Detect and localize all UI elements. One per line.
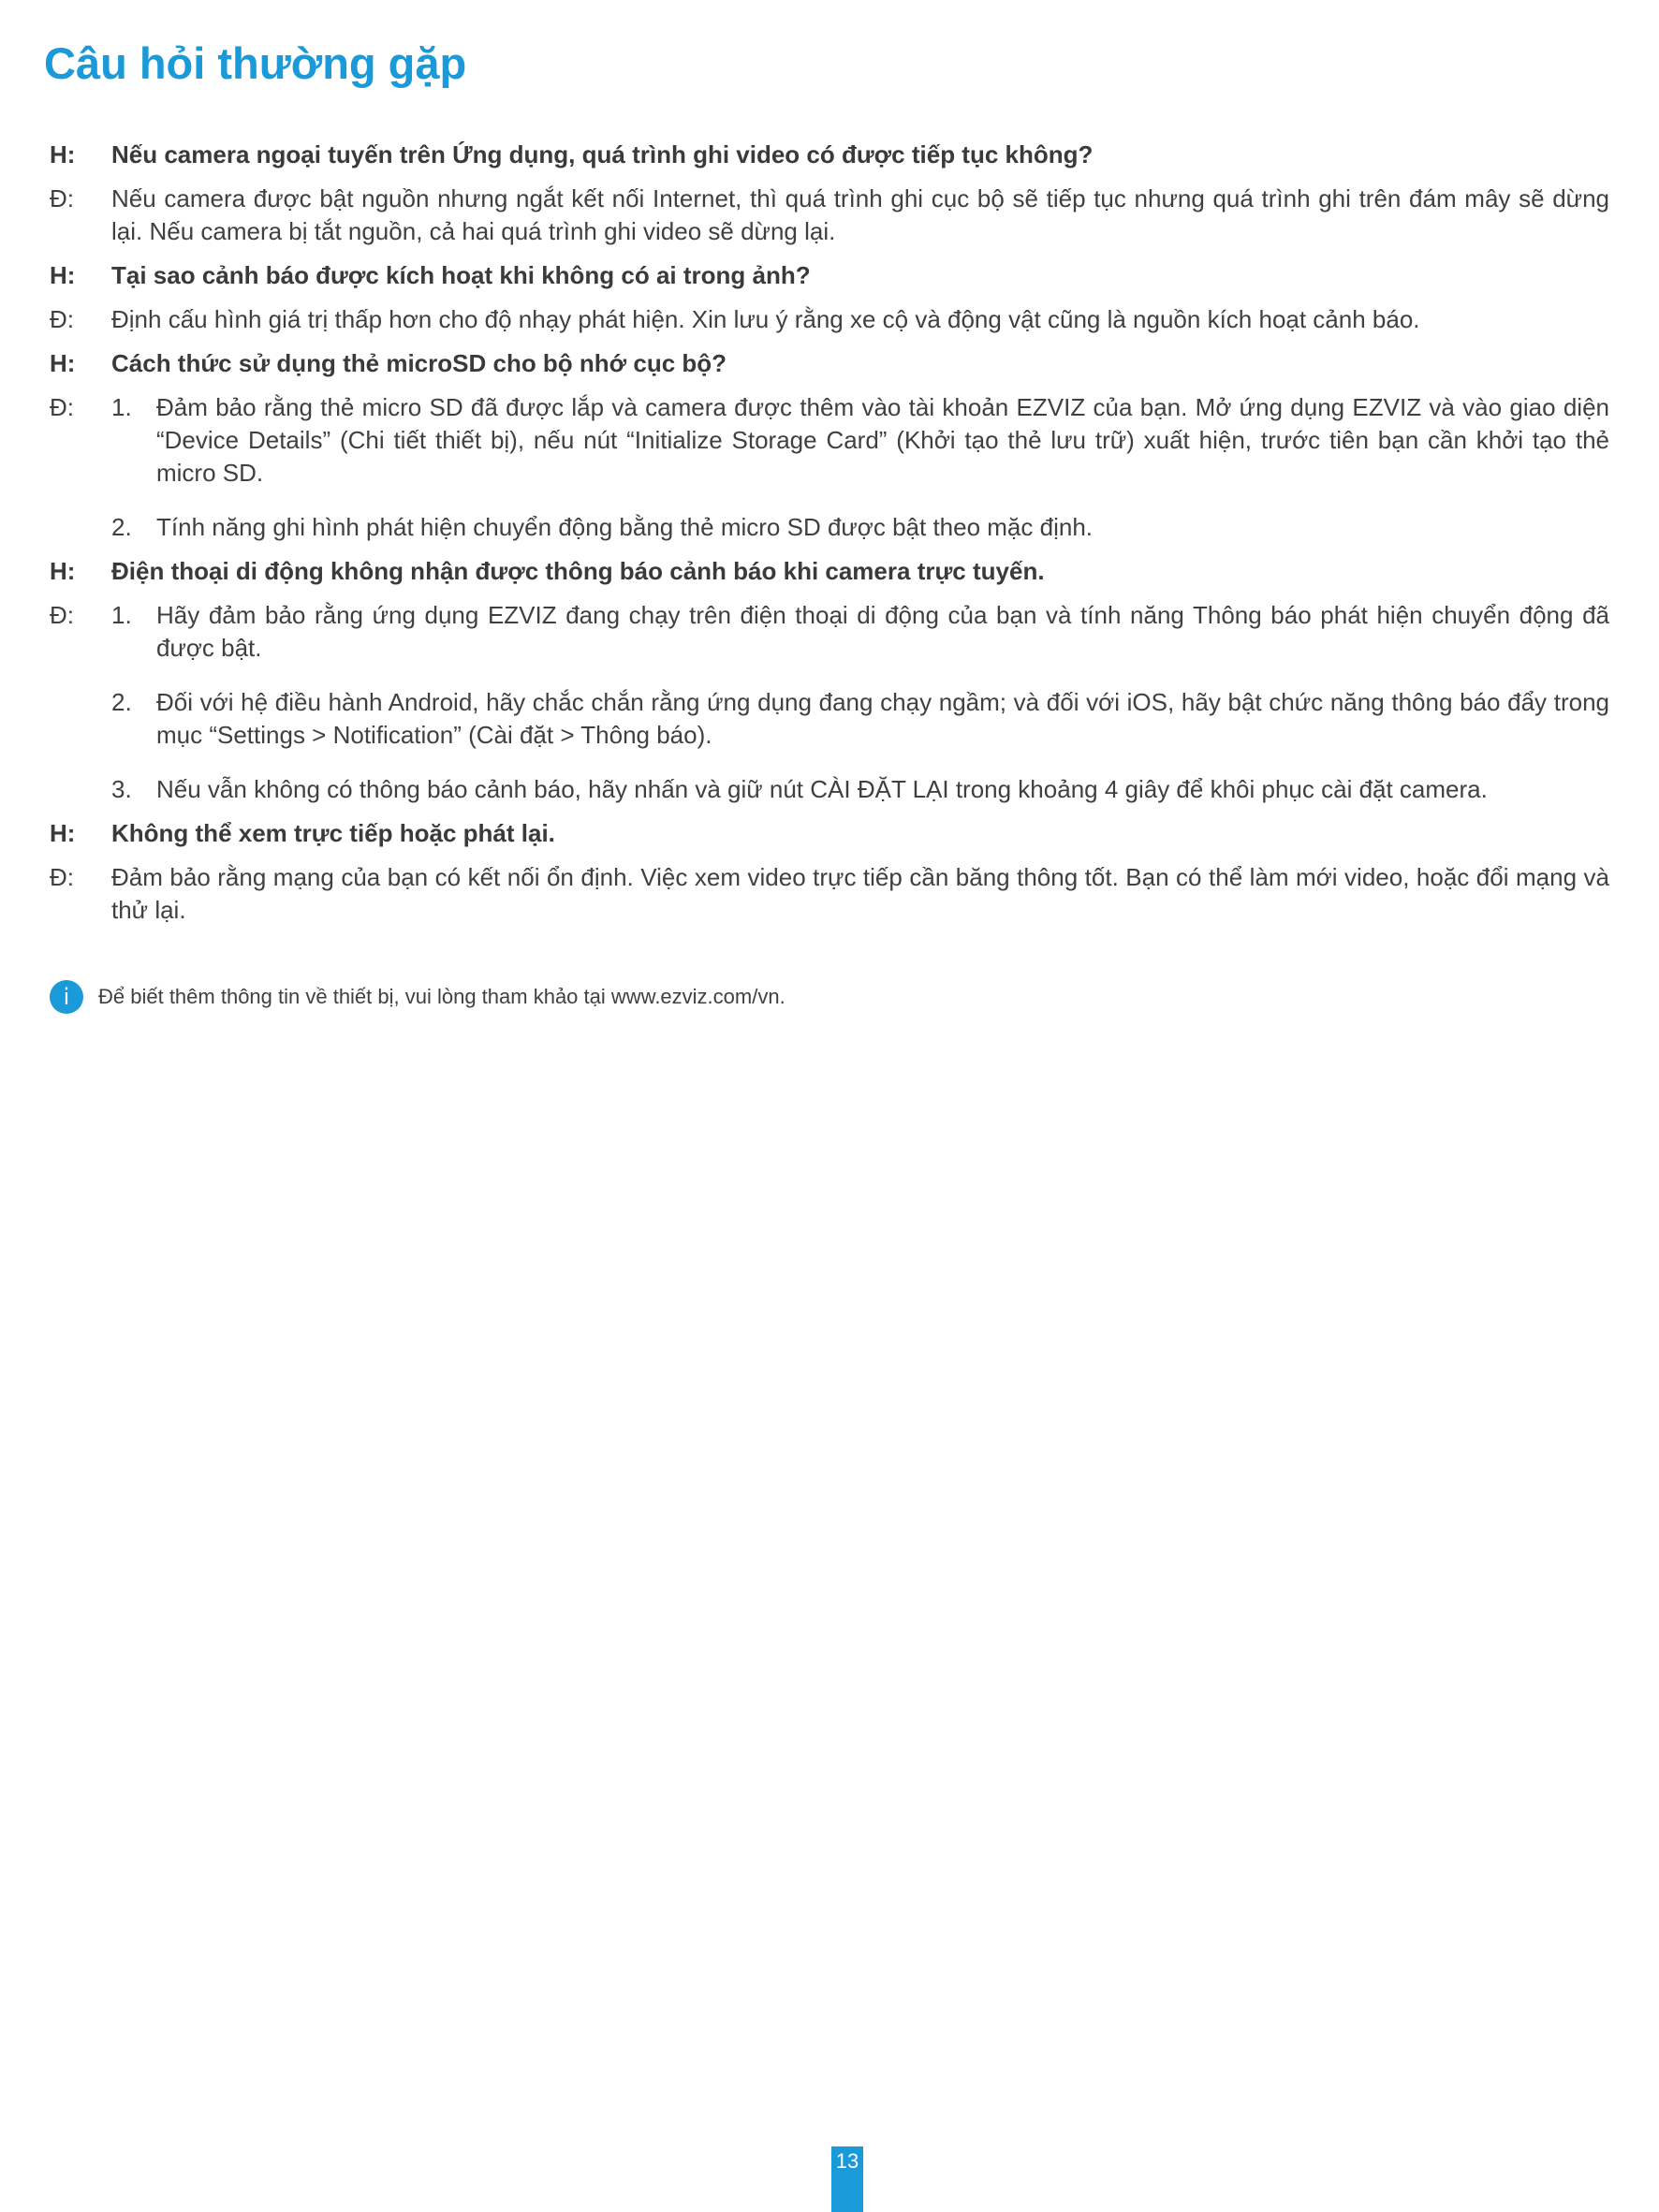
list-item-text: Hãy đảm bảo rằng ứng dụng EZVIZ đang chạy trên điện thoại di động của bạn và tính năng Thông báo phát hiện chuyển động đã được bật. — [156, 601, 1609, 662]
question-label: H: — [50, 349, 76, 377]
faq-answer — [50, 183, 1609, 248]
list-item — [111, 599, 1609, 665]
list-item-text: Nếu vẫn không có thông báo cảnh báo, hãy nhấn và giữ nút CÀI ĐẶT LẠI trong khoảng 4 giây để khôi phục cài đặt camera. — [156, 775, 1488, 803]
answer-label: Đ: — [50, 601, 74, 629]
list-item-number: 1. — [111, 393, 132, 421]
list-item — [111, 511, 1609, 544]
page-number: 13 — [831, 2146, 863, 2212]
info-note-text: Để biết thêm thông tin về thiết bị, vui lòng tham khảo tại www.ezviz.com/vn. — [98, 985, 785, 1008]
faq-question — [50, 817, 1609, 850]
faq-answer — [50, 391, 1609, 544]
answer-text: Định cấu hình giá trị thấp hơn cho độ nhạy phát hiện. Xin lưu ý rằng xe cộ và động vật cũng là nguồn kích hoạt cảnh báo. — [111, 305, 1420, 333]
question-label: H: — [50, 557, 76, 585]
list-item — [111, 391, 1609, 490]
question-label: H: — [50, 140, 76, 168]
list-item — [111, 773, 1609, 806]
list-item — [111, 686, 1609, 752]
faq-answer — [50, 861, 1609, 927]
answer-label: Đ: — [50, 305, 74, 333]
answer-text: Đảm bảo rằng mạng của bạn có kết nối ổn định. Việc xem video trực tiếp cần băng thông tốt. Bạn có thể làm mới video, hoặc đổi mạng và thử lại. — [111, 863, 1609, 924]
question-text: Nếu camera ngoại tuyến trên Ứng dụng, quá trình ghi video có được tiếp tục không? — [111, 140, 1094, 168]
list-item-number: 2. — [111, 688, 132, 716]
question-text: Cách thức sử dụng thẻ microSD cho bộ nhớ cục bộ? — [111, 349, 727, 377]
info-note — [50, 980, 785, 1014]
faq-question — [50, 139, 1609, 171]
list-item-text: Tính năng ghi hình phát hiện chuyển động bằng thẻ micro SD được bật theo mặc định. — [156, 513, 1093, 541]
faq-answer — [50, 303, 1609, 336]
faq-question — [50, 347, 1609, 380]
answer-label: Đ: — [50, 863, 74, 891]
faq-list — [50, 139, 1609, 938]
question-label: H: — [50, 261, 76, 289]
answer-label: Đ: — [50, 393, 74, 421]
faq-question — [50, 555, 1609, 588]
list-item-number: 1. — [111, 601, 132, 629]
answer-list — [111, 599, 1609, 806]
question-text: Không thể xem trực tiếp hoặc phát lại. — [111, 819, 555, 847]
info-icon: i — [50, 980, 83, 1014]
list-item-text: Đối với hệ điều hành Android, hãy chắc chắn rằng ứng dụng đang chạy ngầm; và đối với iOS, hãy bật chức năng thông báo đẩy trong mục “Settings > Notification” (Cài đặt > Thông báo). — [156, 688, 1609, 749]
answer-list — [111, 391, 1609, 544]
list-item-number: 3. — [111, 775, 132, 803]
question-label: H: — [50, 819, 76, 847]
question-text: Điện thoại di động không nhận được thông báo cảnh báo khi camera trực tuyến. — [111, 557, 1045, 585]
list-item-text: Đảm bảo rằng thẻ micro SD đã được lắp và camera được thêm vào tài khoản EZVIZ của bạn. Mở ứng dụng EZVIZ và vào giao diện “Device Details” (Chi tiết thiết bị), nếu nút “Initialize Storage Card” (Khởi tạo thẻ lưu trữ) xuất hiện, trước tiên bạn cần khởi tạo thẻ micro SD. — [156, 393, 1609, 487]
list-item-number: 2. — [111, 513, 132, 541]
page-title: Câu hỏi thường gặp — [44, 38, 467, 88]
question-text: Tại sao cảnh báo được kích hoạt khi không có ai trong ảnh? — [111, 261, 811, 289]
answer-text: Nếu camera được bật nguồn nhưng ngắt kết nối Internet, thì quá trình ghi cục bộ sẽ tiếp tục nhưng quá trình ghi trên đám mây sẽ dừng lại. Nếu camera bị tắt nguồn, cả hai quá trình ghi video sẽ dừng lại. — [111, 184, 1609, 245]
faq-question — [50, 259, 1609, 292]
answer-label: Đ: — [50, 184, 74, 212]
faq-answer — [50, 599, 1609, 806]
